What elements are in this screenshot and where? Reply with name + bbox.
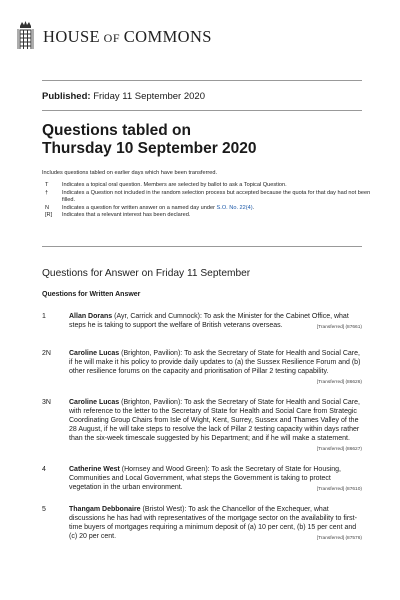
legend-row bbox=[42, 182, 372, 190]
question-number: 5 bbox=[42, 506, 46, 513]
constituency: (Hornsey and Wood Green): bbox=[121, 466, 210, 473]
legend-text-end: . bbox=[252, 204, 255, 211]
question-number: 2N bbox=[42, 350, 51, 357]
legend-symbol: T bbox=[45, 182, 49, 188]
question-item bbox=[42, 349, 362, 387]
legend-text-wrapper bbox=[62, 205, 372, 213]
divider-published bbox=[42, 110, 362, 111]
portcullis-icon bbox=[16, 20, 35, 52]
legend-row bbox=[42, 212, 372, 220]
published-line bbox=[42, 91, 205, 102]
member-name: Caroline Lucas bbox=[69, 350, 120, 357]
page-title-line-2: Thursday 10 September 2020 bbox=[42, 140, 257, 157]
question-body bbox=[69, 349, 362, 386]
house-name: HOUSE OF COMMONS bbox=[43, 27, 212, 46]
question-number: 1 bbox=[42, 313, 46, 320]
question-number: 4 bbox=[42, 466, 46, 473]
legend-row bbox=[42, 205, 372, 213]
legend-text: Indicates a Question not included in the random selection process but accepted because the quota for that day had not been filled. bbox=[62, 189, 371, 204]
constituency: (Ayr, Carrick and Cumnock): bbox=[114, 313, 202, 320]
question-item bbox=[42, 312, 362, 332]
intro-text: Includes questions tabled on earlier days which have been transferred. bbox=[42, 170, 218, 176]
legend-symbol: † bbox=[45, 189, 49, 196]
question-reference: [Transferred] (86627) bbox=[316, 447, 362, 453]
legend-text: Indicates that a relevant interest has been declared. bbox=[62, 212, 191, 219]
question-body bbox=[69, 505, 362, 541]
question-reference: [Transferred] (87576) bbox=[316, 536, 362, 542]
published-date: Friday 11 September 2020 bbox=[93, 91, 205, 102]
question-reference: [Transferred] (87610) bbox=[316, 487, 362, 493]
question-text: To ask the Minister for the Cabinet Office, what steps he is taking to support the welfare of British veterans overseas. bbox=[69, 313, 349, 330]
divider-legend bbox=[42, 246, 362, 247]
question-reference: [Transferred] (86626) bbox=[316, 380, 362, 386]
question-reference: [Transferred] (87661) bbox=[316, 325, 362, 331]
symbol-legend bbox=[42, 182, 372, 220]
member-name: Catherine West bbox=[69, 466, 120, 473]
constituency: (Bristol West): bbox=[142, 506, 187, 513]
question-text: To ask the Secretary of State for Health and Social Care, with reference to the letter to the Secretary of State for Health and Social Care from Strategic Coordinating Group Chairs from Isle of Wight, Kent, Surrey, Sussex and Thames Valley of the 28 August, if he will take steps to resolve the lack of Pillar 2 testing capacity within days rather than the six-week timescale suggested by his Department; and if he will make a statement. bbox=[69, 399, 360, 443]
published-label: Published: bbox=[42, 91, 91, 102]
member-name: Caroline Lucas bbox=[69, 399, 120, 406]
question-body bbox=[69, 312, 362, 330]
legend-symbol: [R] bbox=[45, 212, 53, 219]
question-text: To ask the Secretary of State for Housing, Communities and Local Government, what steps the Government is taking to protect vegetation in the urban environment. bbox=[69, 466, 342, 492]
question-item bbox=[42, 505, 362, 543]
question-body bbox=[69, 465, 362, 492]
question-text: To ask the Secretary of State for Health and Social Care, if he will make it his policy to provide daily updates to (a) the Sussex Resilience Forum and (b) other resilience forums on the capacity and prioritisation of Pillar 2 testing capability. bbox=[69, 350, 361, 376]
question-item bbox=[42, 465, 362, 494]
question-body bbox=[69, 398, 362, 453]
legend-row bbox=[42, 190, 372, 205]
question-item bbox=[42, 398, 362, 455]
legend-text: Indicates a question for written answer on a named day under bbox=[62, 204, 217, 211]
constituency: (Brighton, Pavilion): bbox=[121, 399, 183, 406]
question-text: To ask the Chancellor of the Exchequer, what discussions he has had with representatives of the mortgage sector on the availability to first-time buyers of mortgages requiring a minimum deposit of (a) 10 per cent, (b) 15 per cent and (c) 20 per cent. bbox=[69, 506, 357, 541]
constituency: (Brighton, Pavilion): bbox=[121, 350, 183, 357]
member-name: Thangam Debbonaire bbox=[69, 506, 141, 513]
member-name: Allan Dorans bbox=[69, 313, 113, 320]
section-title: Questions for Answer on Friday 11 September bbox=[42, 268, 251, 279]
standing-order-link[interactable]: S.O. No. 22(4) bbox=[216, 204, 253, 211]
house-of-commons-header bbox=[16, 20, 316, 54]
divider-top bbox=[42, 80, 362, 81]
legend-text: Indicates a topical oral question. Members are selected by ballot to ask a Topical Question. bbox=[62, 182, 287, 188]
legend-symbol: N bbox=[45, 204, 50, 211]
page-title bbox=[42, 122, 362, 158]
subsection-title: Questions for Written Answer bbox=[42, 291, 141, 298]
page-title-line-1: Questions tabled on bbox=[42, 122, 191, 139]
question-number: 3N bbox=[42, 399, 51, 406]
